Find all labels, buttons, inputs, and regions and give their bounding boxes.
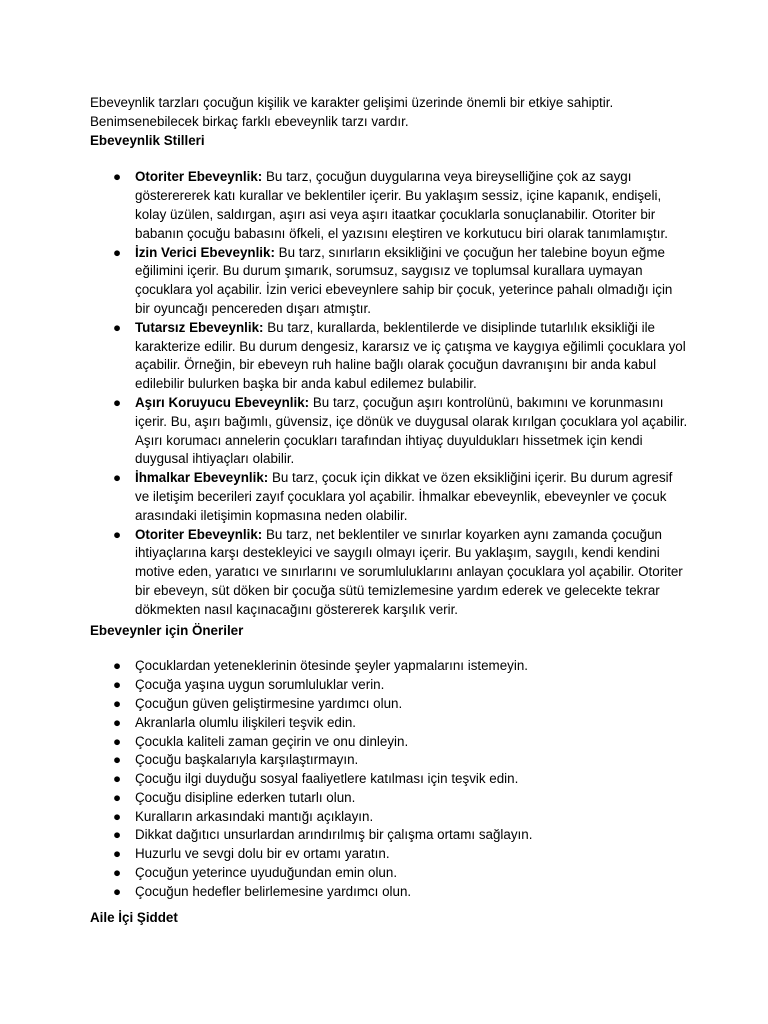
list-item-term: Otoriter Ebeveynlik: <box>135 526 263 542</box>
bullet-icon: ● <box>113 470 122 486</box>
list-item-text: Bu tarz, çocuk için dikkat ve özen eksikliğini içerir. Bu durum agresif ve iletişim becerileri zayıf çocuklara yol açabilir. İhmalkar ebeveynlik, ebeveynler ve çocuk arasındaki iletişimin kopmasına neden olabilir. <box>135 470 673 523</box>
bullet-icon: ● <box>113 827 122 843</box>
section-heading-violence: Aile İçi Şiddet <box>90 909 178 925</box>
list-item <box>90 469 690 525</box>
bullet-icon: ● <box>113 244 122 260</box>
list-item <box>90 808 690 827</box>
intro-line-2: Benimsenebilecek birkaç farklı ebeveynlik tarzı vardır. <box>90 113 409 129</box>
bullet-icon: ● <box>113 865 122 881</box>
list-item-text: Çocuklardan yeteneklerinin ötesinde şeyler yapmalarını istemeyin. <box>135 658 528 674</box>
list-item-text: Bu tarz, çocuğun aşırı kontrolünü, bakımını ve korunmasını içerir. Bu, aşırı bağımlı, güvensiz, içe dönük ve duygusal olarak kırılgan çocuklara yol açabilir. Aşırı korumacı annelerin çocukları tarafından ihtiyaç duyuldukları hissetmek için kendi duygusal ihtiyaçları olabilir. <box>135 394 688 467</box>
bullet-icon: ● <box>113 789 122 805</box>
bullet-icon: ● <box>113 808 122 824</box>
list-item <box>90 168 690 243</box>
section-heading-recommendations: Ebeveynler için Öneriler <box>90 622 244 638</box>
list-item <box>90 394 690 469</box>
list-item-text: Bu tarz, sınırların eksikliğini ve çocuğun her talebine boyun eğme eğilimini içerir. Bu durum şımarık, sorumsuz, saygısız ve toplumsal kurallara uymayan çocuklara yol açabilir. İzin verici ebeveynlere sahip bir çocuk, yeterince pahalı olmadığı için bir oyuncağı pencereden dışarı atmıştır. <box>135 244 673 316</box>
list-item-text: Kuralların arkasındaki mantığı açıklayın. <box>135 808 374 824</box>
document-page <box>90 94 690 927</box>
list-item <box>90 676 690 695</box>
list-item-text: Çocuğun yeterince uyuduğundan emin olun. <box>135 865 398 881</box>
list-item-text: Çocukla kaliteli zaman geçirin ve onu dinleyin. <box>135 733 409 749</box>
list-item <box>90 695 690 714</box>
bullet-icon: ● <box>113 771 122 787</box>
section-heading-styles: Ebeveynlik Stilleri <box>90 132 205 148</box>
bullet-icon: ● <box>113 883 122 899</box>
list-item-text: Akranlarla olumlu ilişkileri teşvik edin. <box>135 714 357 730</box>
list-item-term: Aşırı Koruyucu Ebeveynlik: <box>135 394 310 410</box>
list-item-text: Huzurlu ve sevgi dolu bir ev ortamı yaratın. <box>135 846 390 862</box>
bullet-icon: ● <box>113 695 122 711</box>
bullet-icon: ● <box>113 394 122 410</box>
bullet-icon: ● <box>113 319 122 335</box>
list-item-text: Çocuğu disipline ederken tutarlı olun. <box>135 789 356 805</box>
parenting-styles-list <box>90 168 690 619</box>
list-item <box>90 770 690 789</box>
list-item-text: Çocuğu ilgi duyduğu sosyal faaliyetlere katılması için teşvik edin. <box>135 771 519 787</box>
bullet-icon: ● <box>113 846 122 862</box>
list-item <box>90 319 690 394</box>
list-item-text: Çocuğu başkalarıyla karşılaştırmayın. <box>135 752 359 768</box>
list-item <box>90 883 690 902</box>
bullet-icon: ● <box>113 169 122 185</box>
list-item <box>90 826 690 845</box>
list-item-text: Çocuğun hedefler belirlemesine yardımcı olun. <box>135 883 412 899</box>
list-item-term: Tutarsız Ebeveynlik: <box>135 319 264 335</box>
list-item <box>90 657 690 676</box>
bullet-icon: ● <box>113 526 122 542</box>
intro-paragraph <box>90 94 690 132</box>
list-item-term: Otoriter Ebeveynlik: <box>135 169 263 185</box>
list-item <box>90 526 690 620</box>
bullet-icon: ● <box>113 733 122 749</box>
list-item <box>90 751 690 770</box>
list-item-text: Bu tarz, çocuğun duygularına veya bireyselliğine çok az saygı gösterererek katı kurallar ve beklentiler içerir. Bu yaklaşım sessiz, içine kapanık, endişeli, kolay üzülen, saldırgan, aşırı asi veya aşırı itaatkar çocuklarla sonuçlanabilir. Otoriter bir babanın çocuğu babasını öfkeli, el yazısını eleştiren ve korkutucu biri olarak tanımlamıştır. <box>135 169 668 241</box>
list-item <box>90 733 690 752</box>
list-item-text: Çocuğun güven geliştirmesine yardımcı olun. <box>135 695 403 711</box>
bullet-icon: ● <box>113 714 122 730</box>
list-item <box>90 845 690 864</box>
bullet-icon: ● <box>113 677 122 693</box>
intro-line-1: Ebeveynlik tarzları çocuğun kişilik ve karakter gelişimi üzerinde önemli bir etkiye sahiptir. <box>90 95 614 110</box>
list-item <box>90 789 690 808</box>
list-item-term: İhmalkar Ebeveynlik: <box>135 470 269 486</box>
list-item <box>90 714 690 733</box>
bullet-icon: ● <box>113 752 122 768</box>
list-item-text: Dikkat dağıtıcı unsurlardan arındırılmış bir çalışma ortamı sağlayın. <box>135 827 533 843</box>
list-item <box>90 244 690 319</box>
bullet-icon: ● <box>113 658 122 674</box>
list-item-text: Bu tarz, kurallarda, beklentilerde ve disiplinde tutarlılık eksikliği ile karakterize edilir. Bu durum dengesiz, kararsız ve iç çatışma ve kaygıya eğilimli çocuklara yol açabilir. Örneğin, bir ebeveyn ruh haline bağlı olarak çocuğun davranışını bir anda kabul edilebilir bulurken başka bir anda kabul edilemez bulabilir. <box>135 319 686 392</box>
recommendations-list <box>90 657 690 901</box>
list-item <box>90 864 690 883</box>
list-item-text: Bu tarz, net beklentiler ve sınırlar koyarken aynı zamanda çocuğun ihtiyaçlarına karşı destekleyici ve saygılı olmayı içerir. Bu yaklaşım, saygılı, kendi kendini motive eden, yaratıcı ve sınırlarını ve sorumluluklarını anlayan çocuklara yol açabilir. Otoriter bir ebeveyn, süt döken bir çocuğa sütü temizlemesine yardım ederek ve gelecekte tekrar dökmekten nasıl kaçınacağını göstererek karşılık verir. <box>135 526 683 617</box>
list-item-term: İzin Verici Ebeveynlik: <box>135 244 275 260</box>
list-item-text: Çocuğa yaşına uygun sorumluluklar verin. <box>135 677 385 693</box>
